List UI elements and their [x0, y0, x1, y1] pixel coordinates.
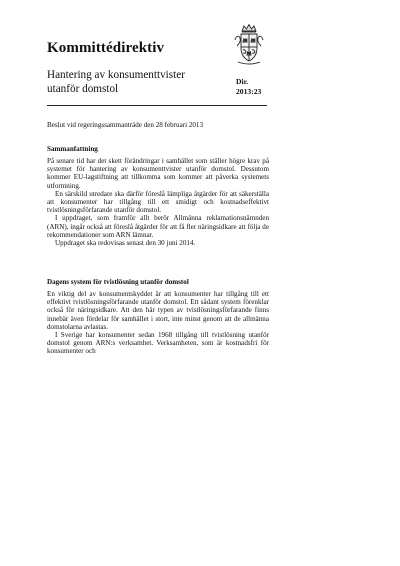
paragraph: En särskild utredare ska därför föreslå lämpliga åtgärder för att säkerställa att konsumenter har tillgång till ett smidigt och kostnadseffektivt tvistlösningsförfarande utanför domstol. — [47, 189, 269, 215]
decision-line: Beslut vid regeringssammanträde den 28 februari 2013 — [47, 121, 204, 129]
header-divider — [47, 105, 267, 106]
directive-title-line-1: Hantering av konsumenttvister — [47, 69, 185, 81]
paragraph: Uppdraget ska redovisas senast den 30 juni 2014. — [55, 239, 196, 248]
paragraph: På senare tid har det skett förändringar i samhället som ställer högre krav på systemet för hantering av konsumenttvister utanför domstol. Dessutom kommer EU-lagstiftning att tillkomma som kommer att påverka systemets utformning. — [47, 157, 269, 190]
section-heading: Sammanfattning — [47, 145, 98, 153]
paragraph: I uppdraget, som framför allt berör Allmänna reklamationsnämnden (ARN), ingår också att föreslå åtgärder för att få fler näringsidkare att följa de rekommendationer som ARN lämnar. — [47, 214, 269, 239]
section-current-system — [47, 278, 269, 356]
directive-title — [47, 68, 237, 96]
document-type-heading: Kommittédirektiv — [47, 40, 165, 56]
section-heading: Dagens system för tvistlösning utanför domstol — [47, 278, 189, 286]
paragraph: I Sverige har konsumenter sedan 1968 tillgång till tvistlösning utanför domstol genom ARN:s verksamhet. Verksamheten, som är kostnadsfri för konsumenter och — [47, 331, 269, 356]
dir-number: 2013:23 — [236, 87, 262, 96]
directive-number-block — [236, 77, 261, 97]
section-summary — [47, 145, 269, 247]
paragraph: En viktig del av konsumentskyddet är att konsumenter har tillgång till ett effektivt tvistlösningsförfarande utanför domstol. Ett sådant system förenklar också för näringsidkare. Att den här typen av tvistlösningsförfarande finns innebär även fördelar för samhället i stort, inte minst genom att de allmänna domstolarna avlastas. — [47, 290, 269, 331]
swedish-coat-of-arms-icon — [232, 22, 266, 66]
directive-title-line-2: utanför domstol — [47, 83, 119, 95]
dir-label: Dir. — [236, 77, 249, 86]
